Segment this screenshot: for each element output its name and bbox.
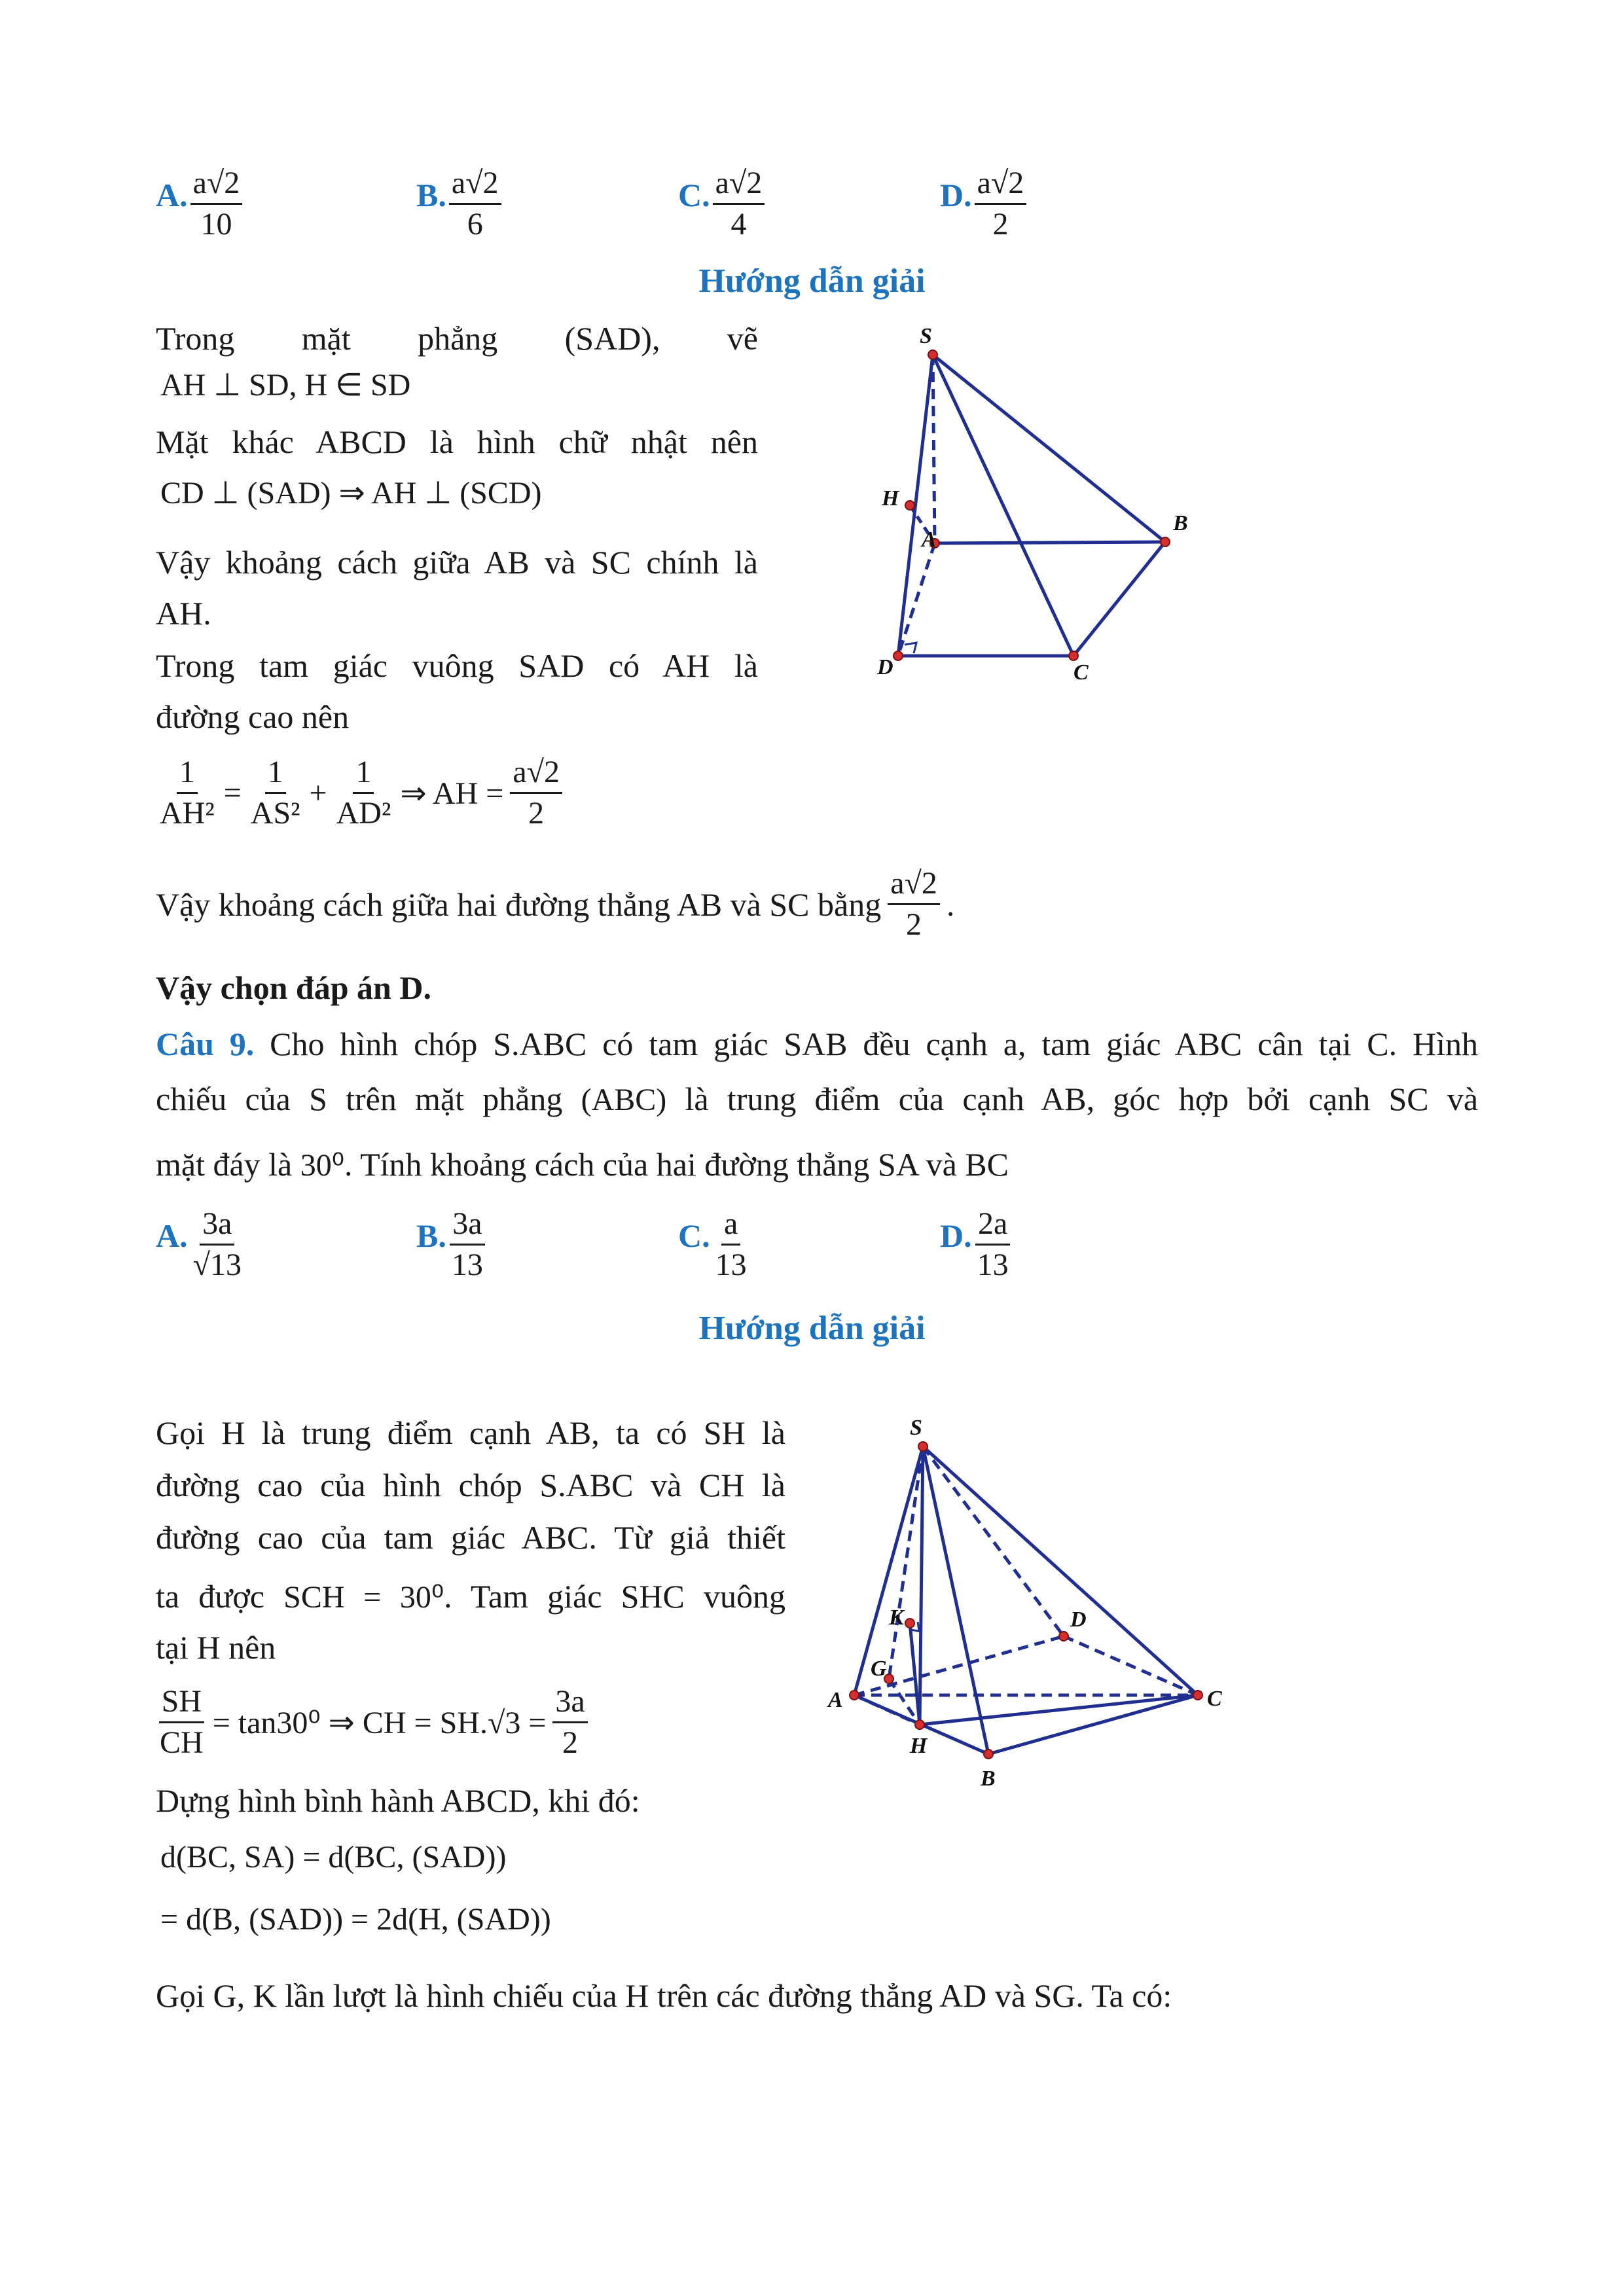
q9-options <box>156 1204 1072 1302</box>
label-c: C <box>1207 1687 1222 1711</box>
label-b: B <box>981 1767 996 1791</box>
edge-sb <box>933 355 1165 542</box>
q9-guide-title: Hướng dẫn giải <box>698 1310 926 1347</box>
option-letter: B. <box>416 1217 446 1255</box>
eq-frac-1: $\frac{1}{\text{AH²}}$ <box>157 753 217 833</box>
edge-cb <box>1074 542 1165 656</box>
eq-frac-3: $\frac{1}{\text{AD²}}$ <box>334 753 394 833</box>
eq-plus: + <box>309 776 327 810</box>
option-fraction: $\frac{a√2}{4}$ <box>713 164 765 244</box>
q9-option-d <box>940 1204 1011 1285</box>
label-c: C <box>1074 660 1089 685</box>
q9-sol-6: Dựng hình bình hành ABCD, khi đó: <box>156 1782 640 1819</box>
conclusion-text: Vậy khoảng cách giữa hai đường thẳng AB và SC bằng <box>156 886 882 923</box>
q9-line-2 <box>156 1073 1478 1126</box>
option-fraction: $\frac{2a}{13}$ <box>975 1204 1011 1285</box>
q9-dist-1: d(BC, SA) = d(BC, (SAD)) <box>160 1840 507 1874</box>
q9-option-a <box>156 1204 244 1285</box>
conclusion-fraction: $\frac{a√2}{2}$ <box>888 864 940 944</box>
q8-math-2: CD ⊥ (SAD) ⇒ AH ⊥ (SCD) <box>160 476 542 511</box>
q9-sol-2: đường cao của hình chóp S.ABC và CH là <box>156 1467 785 1503</box>
point-s <box>918 1442 928 1451</box>
q8-line-3a: Vậy khoảng cách giữa AB và SC chính là <box>156 544 758 581</box>
q8-option-a <box>156 164 242 244</box>
label-h: H <box>910 1734 928 1758</box>
q8-line-2: Mặt khác ABCD là hình chữ nhật nên <box>156 423 758 460</box>
option-letter: C. <box>678 1217 710 1255</box>
q8-guide-title: Hướng dẫn giải <box>698 262 926 300</box>
point-k <box>905 1619 914 1628</box>
q8-option-d <box>940 164 1026 244</box>
label-s: S <box>910 1416 922 1440</box>
q8-line-1: Trong mặt phẳng (SAD), vẽ <box>156 320 758 357</box>
q8-math-1: AH ⊥ SD, H ∈ SD <box>160 368 411 403</box>
q9-dist-2: = d(B, (SAD)) = 2d(H, (SAD)) <box>160 1902 551 1937</box>
label-b: B <box>1173 511 1188 535</box>
eq-sh-ch: $\frac{SH}{CH}$ <box>157 1682 206 1763</box>
q9-sol-4b: . Tam giác SHC vuông <box>444 1578 785 1615</box>
point-s <box>928 350 937 359</box>
edge-dc <box>1064 1636 1198 1695</box>
option-fraction: $\frac{a√2}{2}$ <box>975 164 1027 244</box>
edge-sc <box>933 355 1074 656</box>
q9-text-1: Cho hình chóp S.ABC có tam giác SAB đều cạnh a, tam giác ABC cân tại C. Hình <box>270 1026 1479 1062</box>
point-c <box>1193 1691 1202 1700</box>
q8-option-c <box>678 164 765 244</box>
q8-line-4b: đường cao nên <box>156 698 350 735</box>
q8-equation <box>157 753 562 833</box>
point-b <box>1161 537 1170 547</box>
eq-equals: = <box>223 776 242 810</box>
edge-sh <box>920 1446 923 1725</box>
q8-option-b <box>416 164 501 244</box>
conclusion-period: . <box>946 886 955 923</box>
option-letter: D. <box>940 177 972 214</box>
label-d: D <box>1070 1607 1087 1632</box>
q9-line-3 <box>156 1139 1009 1191</box>
q9-option-b <box>416 1204 486 1285</box>
label-d: D <box>877 655 893 679</box>
option-fraction: $\frac{3a}{13}$ <box>449 1204 486 1285</box>
point-d <box>893 651 903 660</box>
q9-option-c <box>678 1204 749 1285</box>
q9-text-3b: . Tính khoảng cách của hai đường thẳng SA và BC <box>344 1146 1009 1183</box>
q9-equation <box>157 1682 588 1763</box>
q9-sol-1: Gọi H là trung điểm cạnh AB, ta có SH là <box>156 1414 785 1451</box>
label-g: G <box>871 1657 887 1681</box>
option-letter: A. <box>156 1217 188 1255</box>
point-a <box>850 1691 859 1700</box>
eq-frac-2: $\frac{1}{\text{AS²}}$ <box>248 753 303 833</box>
label-h: H <box>882 486 899 511</box>
option-fraction: $\frac{a}{13}$ <box>713 1204 749 1285</box>
q9-text-2b: là trung điểm của cạnh AB, góc hợp bởi cạnh SC và <box>685 1081 1479 1117</box>
q8-answer: Vậy chọn đáp án D. <box>156 969 431 1006</box>
option-fraction: $\frac{a√2}{6}$ <box>449 164 501 244</box>
q9-sol-5: tại H nên <box>156 1629 276 1666</box>
point-d <box>1059 1632 1068 1641</box>
edge-sd <box>898 355 933 656</box>
eq-middle: = tan30⁰ ⇒ CH = SH.√3 = <box>212 1705 547 1740</box>
edge-sa <box>933 355 935 543</box>
edge-sg <box>889 1446 923 1679</box>
q8-figure <box>818 321 1211 687</box>
edge-hc <box>920 1695 1198 1725</box>
q9-figure <box>818 1414 1237 1820</box>
q9-text-3a: mặt đáy là <box>156 1146 293 1183</box>
option-fraction: $\frac{a√2}{10}$ <box>190 164 243 244</box>
label-a: A <box>922 528 937 552</box>
q9-sol-7: Gọi G, K lần lượt là hình chiếu của H trên các đường thẳng AD và SG. Ta có: <box>156 1977 1172 2014</box>
q8-options <box>156 164 1072 255</box>
edge-ab <box>935 542 1165 543</box>
option-letter: D. <box>940 1217 972 1255</box>
q9-math-abc: (ABC) <box>581 1083 667 1117</box>
option-letter: B. <box>416 177 446 214</box>
option-letter: A. <box>156 177 188 214</box>
q9-text-2a: chiếu của S trên mặt phẳng <box>156 1081 563 1117</box>
q8-line-3b: AH. <box>156 595 211 632</box>
q8-conclusion <box>156 864 954 944</box>
point-b <box>984 1749 993 1759</box>
label-s: S <box>920 324 932 348</box>
label-k: K <box>889 1605 904 1630</box>
point-h <box>905 501 914 510</box>
q9-angle-eq: SCH = 30⁰ <box>283 1580 444 1615</box>
q8-line-4a: Trong tam giác vuông SAD có AH là <box>156 647 758 684</box>
q9-sol-4 <box>156 1571 785 1623</box>
point-c <box>1069 651 1078 660</box>
point-h <box>915 1720 924 1729</box>
q9-math-angle: 30⁰ <box>300 1148 345 1183</box>
option-fraction: $\frac{3a}{√13}$ <box>190 1204 244 1285</box>
edge-bc <box>988 1695 1198 1754</box>
right-angle-mark <box>905 643 916 653</box>
q9-label: Câu 9. <box>156 1026 255 1062</box>
eq-implies: ⇒ AH = <box>400 776 504 811</box>
q9-sol-3: đường cao của tam giác ABC. Từ giả thiết <box>156 1519 785 1556</box>
q9-line-1 <box>156 1018 1478 1069</box>
option-letter: C. <box>678 177 710 214</box>
q9-sol-4a: ta được <box>156 1578 264 1615</box>
eq-result: $\frac{a√2}{2}$ <box>510 753 562 833</box>
edge-sc <box>923 1446 1198 1695</box>
eq-ch-result: $\frac{3a}{2}$ <box>552 1682 587 1763</box>
label-a: A <box>828 1688 843 1712</box>
